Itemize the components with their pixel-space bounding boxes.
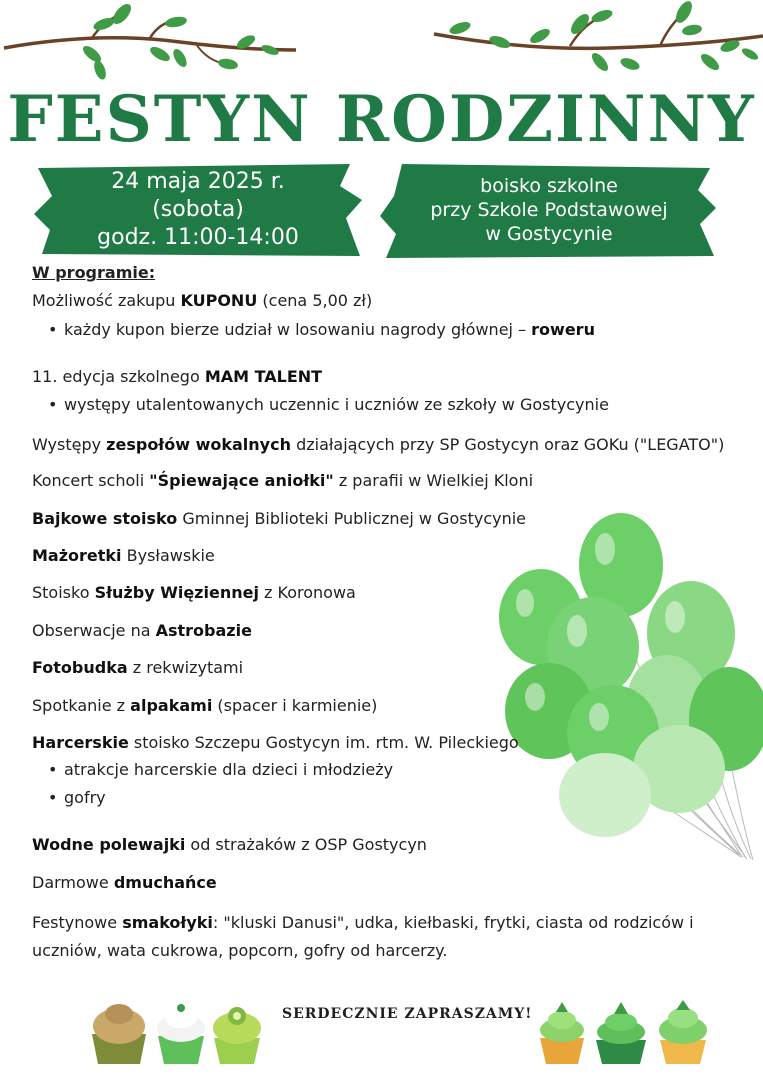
foto-item: Fotobudka z rekwizytami <box>32 658 244 677</box>
program-content <box>32 262 752 965</box>
date-banner <box>30 160 366 260</box>
location-line-1: boisko szkolne <box>480 175 618 197</box>
mazoretki-item: Mażoretki Bysławskie <box>32 546 215 565</box>
branch-left-decoration <box>0 0 300 92</box>
program-header: W programie: <box>32 263 156 282</box>
harcerskie-bullet: • atrakcje harcerskie dla dzieci i młodzieży <box>32 759 752 781</box>
location-line-2: przy Szkole Podstawowej <box>430 199 668 221</box>
time-line: godz. 11:00-14:00 <box>97 225 299 250</box>
event-title: FESTYN RODZINNY <box>7 82 756 157</box>
kupon-item: Możliwość zakupu KUPONU (cena 5,00 zł) <box>32 291 373 310</box>
location-line-3: w Gostycynie <box>485 223 613 245</box>
date-line: 24 maja 2025 r. <box>111 169 285 194</box>
wodne-item: Wodne polewajki od strażaków z OSP Gostycyn <box>32 835 427 854</box>
wokal-item: Występy zespołów wokalnych działających przy SP Gostycyn oraz GOKu ("LEGATO") <box>32 435 725 454</box>
cupcakes-right-illustration <box>536 996 716 1068</box>
sluzba-item: Stoisko Służby Więziennej z Koronowa <box>32 583 356 602</box>
harcerskie-bullet: • gofry <box>32 787 752 809</box>
branch-right-decoration <box>430 0 763 92</box>
day-line: (sobota) <box>152 197 244 222</box>
astro-item: Obserwacje na Astrobazie <box>32 621 252 640</box>
harcerskie-item: Harcerskie stoisko Szczepu Gostycyn im. rtm. W. Pileckiego <box>32 733 519 752</box>
talent-item: 11. edycja szkolnego MAM TALENT <box>32 367 323 386</box>
koncert-item: Koncert scholi "Śpiewające aniołki" z parafii w Wielkiej Kloni <box>32 471 534 490</box>
location-banner <box>378 160 720 260</box>
talent-bullet: • występy utalentowanych uczennic i uczniów ze szkoły w Gostycynie <box>32 394 752 416</box>
bajkowe-item: Bajkowe stoisko Gminnej Biblioteki Publicznej w Gostycynie <box>32 509 527 528</box>
invitation-text: SERDECZNIE ZAPRASZAMY! <box>282 1006 533 1022</box>
smakolyki-item: Festynowe smakołyki: "kluski Danusi", udka, kiełbaski, frytki, ciasta od rodziców i uczniów, wata cukrowa, popcorn, gofry od harcerzy. <box>32 913 694 960</box>
kupon-bullet: • każdy kupon bierze udział w losowaniu nagrody głównej – roweru <box>32 319 752 341</box>
dmuchance-item: Darmowe dmuchańce <box>32 873 217 892</box>
cupcakes-left-illustration <box>86 996 266 1068</box>
alpaki-item: Spotkanie z alpakami (spacer i karmienie) <box>32 696 378 715</box>
